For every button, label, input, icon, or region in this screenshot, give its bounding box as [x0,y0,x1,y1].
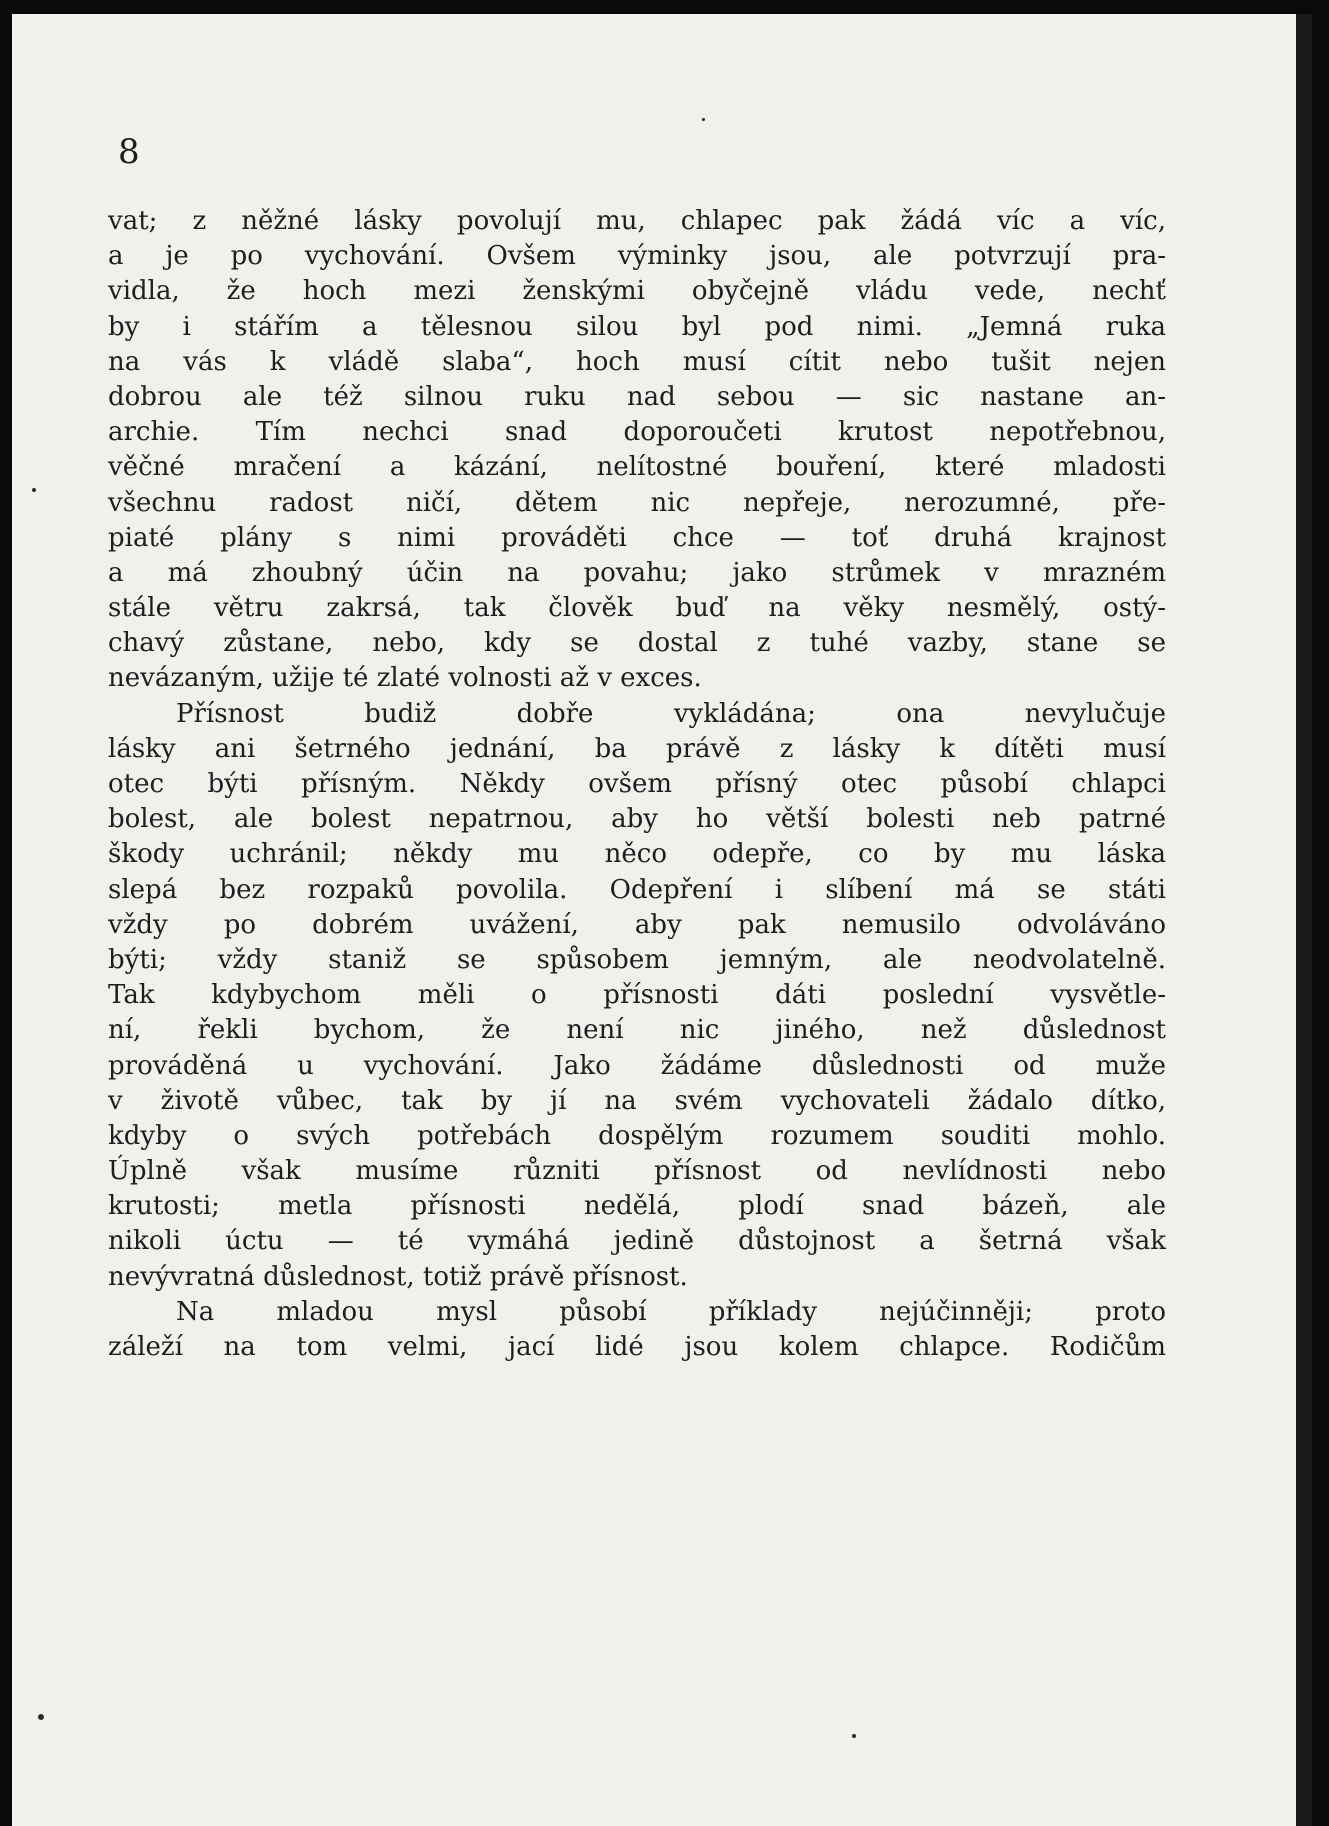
text-line: by i stářím a tělesnou silou byl pod nimi. „Jemná ruka [108,311,1166,342]
text-line: všechnu radost ničí, dětem nic nepřeje, nerozumné, pře- [108,487,1166,518]
text-line: býti; vždy staniž se spůsobem jemným, ale neodvolatelně. [108,944,1166,975]
text-line: Přísnost budiž dobře vykládána; ona nevylučuje [176,698,1166,729]
text-line: nikoli úctu — té vymáhá jedině důstojnost a šetrná však [108,1226,1166,1257]
text-line: v životě vůbec, tak by jí na svém vychovateli žádalo dítko, [108,1085,1166,1116]
text-line: a má zhoubný účin na povahu; jako strůmek v mrazném [108,557,1166,588]
text-line: chavý zůstane, nebo, kdy se dostal z tuhé vazby, stane se [108,628,1166,659]
text-line: lásky ani šetrného jednání, ba právě z lásky k dítěti musí [108,733,1166,764]
text-line: slepá bez rozpaků povolila. Odepření i slíbení má se státi [108,874,1166,905]
page-edge [1296,14,1312,1826]
text-line: vat; z něžné lásky povolují mu, chlapec pak žádá víc a víc, [108,206,1166,236]
text-line: škody uchránil; někdy mu něco odepře, co by mu láska [108,839,1166,870]
text-line: nevývratná důslednost, totiž právě přísnost. [108,1261,688,1292]
text-line: Na mladou mysl působí příklady nejúčinněji; proto [176,1296,1166,1327]
page-number: 8 [118,132,140,172]
body-text [108,204,1166,1365]
text-line: piaté plány s nimi prováděti chce — toť druhá krajnost [108,522,1166,553]
text-line: krutosti; metla přísnosti nedělá, plodí snad bázeň, ale [108,1191,1166,1222]
text-line: bolest, ale bolest nepatrnou, aby ho větší bolesti neb patrné [108,804,1166,835]
text-line: vždy po dobrém uvážení, aby pak nemusilo odvoláváno [108,909,1166,940]
paper-speck [32,488,36,492]
text-line: záleží na tom velmi, jací lidé jsou kolem chlapce. Rodičům [108,1332,1166,1362]
text-line: ní, řekli bychom, že není nic jiného, než důslednost [108,1015,1166,1046]
paper-speck [702,118,705,121]
book-page [12,14,1312,1826]
text-line: a je po vychování. Ovšem výminky jsou, ale potvrzují pra- [108,241,1166,272]
text-line: věčné mračení a kázání, nelítostné bouření, které mladosti [108,452,1166,483]
text-line: na vás k vládě slaba“, hoch musí cítit nebo tušit nejen [108,346,1166,377]
text-line: archie. Tím nechci snad doporoučeti krutost nepotřebnou, [108,417,1166,448]
text-line: prováděná u vychování. Jako žádáme důslednosti od muže [108,1050,1166,1081]
text-line: nevázaným, užije té zlaté volnosti až v exces. [108,663,702,694]
text-line: kdyby o svých potřebách dospělým rozumem souditi mohlo. [108,1120,1166,1151]
text-line: vidla, že hoch mezi ženskými obyčejně vládu vede, nechť [108,276,1166,307]
paper-speck [852,1734,856,1738]
text-line: Tak kdybychom měli o přísnosti dáti poslední vysvětle- [108,980,1166,1011]
text-line: stále větru zakrsá, tak člověk buď na věky nesmělý, ostý- [108,593,1166,624]
text-line: otec býti přísným. Někdy ovšem přísný otec působí chlapci [108,769,1166,799]
text-line: dobrou ale též silnou ruku nad sebou — sic nastane an- [108,381,1166,412]
text-line: Úplně však musíme různiti přísnost od nevlídnosti nebo [108,1156,1166,1187]
paper-speck [38,1714,44,1720]
